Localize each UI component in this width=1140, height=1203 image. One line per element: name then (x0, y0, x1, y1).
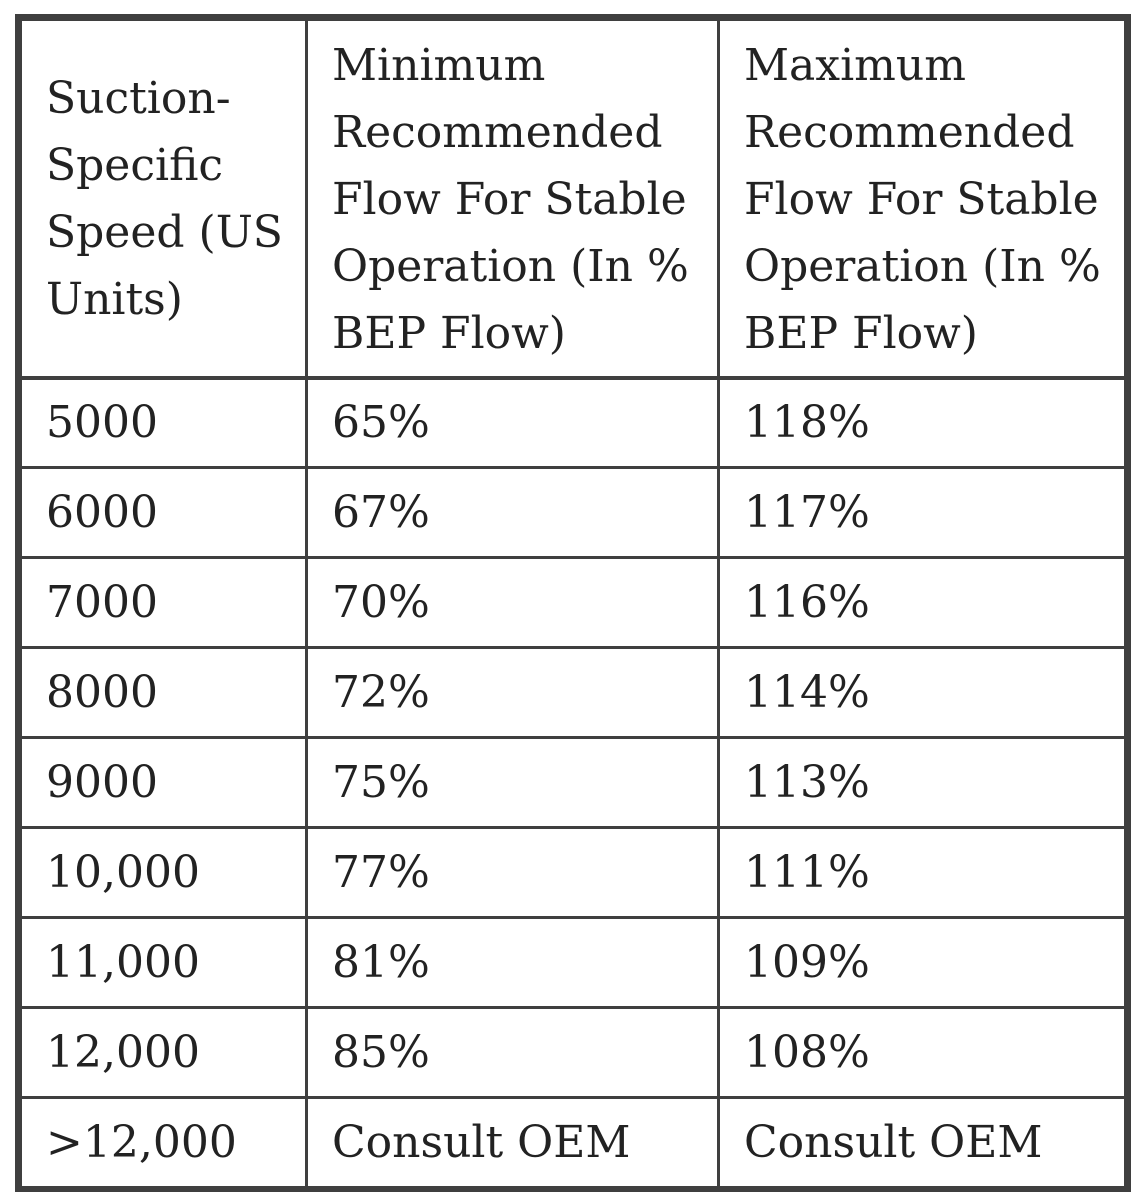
cell-max-flow: 114% (719, 648, 1126, 738)
table-row (21, 468, 1126, 558)
cell-min-flow: 65% (307, 378, 719, 468)
header-suction-specific-speed: Suction-Specific Speed (US Units) (21, 20, 307, 378)
cell-max-flow: 108% (719, 1008, 1126, 1098)
cell-min-flow: 67% (307, 468, 719, 558)
table-row (21, 738, 1126, 828)
cell-speed: 6000 (21, 468, 307, 558)
cell-max-flow: 113% (719, 738, 1126, 828)
table-row (21, 648, 1126, 738)
cell-min-flow: 77% (307, 828, 719, 918)
cell-min-flow: 72% (307, 648, 719, 738)
cell-speed: 8000 (21, 648, 307, 738)
cell-min-flow: 75% (307, 738, 719, 828)
header-minimum-flow: Minimum Recommended Flow For Stable Operation (In % BEP Flow) (307, 20, 719, 378)
cell-max-flow: 111% (719, 828, 1126, 918)
table-row (21, 378, 1126, 468)
cell-max-flow: 117% (719, 468, 1126, 558)
cell-speed: 5000 (21, 378, 307, 468)
cell-speed: 10,000 (21, 828, 307, 918)
cell-max-flow: 116% (719, 558, 1126, 648)
table-row (21, 558, 1126, 648)
cell-speed: 11,000 (21, 918, 307, 1008)
table-header (21, 20, 1126, 378)
cell-max-flow: 118% (719, 378, 1126, 468)
table-row (21, 1098, 1126, 1188)
table-row (21, 828, 1126, 918)
flow-table (19, 18, 1127, 1189)
flow-table-container (15, 14, 1131, 1192)
cell-max-flow: Consult OEM (719, 1098, 1126, 1188)
cell-speed: 9000 (21, 738, 307, 828)
cell-speed: >12,000 (21, 1098, 307, 1188)
cell-min-flow: 81% (307, 918, 719, 1008)
cell-min-flow: 70% (307, 558, 719, 648)
table-body (21, 378, 1126, 1188)
table-row (21, 918, 1126, 1008)
table-row (21, 1008, 1126, 1098)
header-row (21, 20, 1126, 378)
cell-max-flow: 109% (719, 918, 1126, 1008)
cell-speed: 7000 (21, 558, 307, 648)
cell-speed: 12,000 (21, 1008, 307, 1098)
cell-min-flow: 85% (307, 1008, 719, 1098)
cell-min-flow: Consult OEM (307, 1098, 719, 1188)
header-maximum-flow: Maximum Recommended Flow For Stable Operation (In % BEP Flow) (719, 20, 1126, 378)
